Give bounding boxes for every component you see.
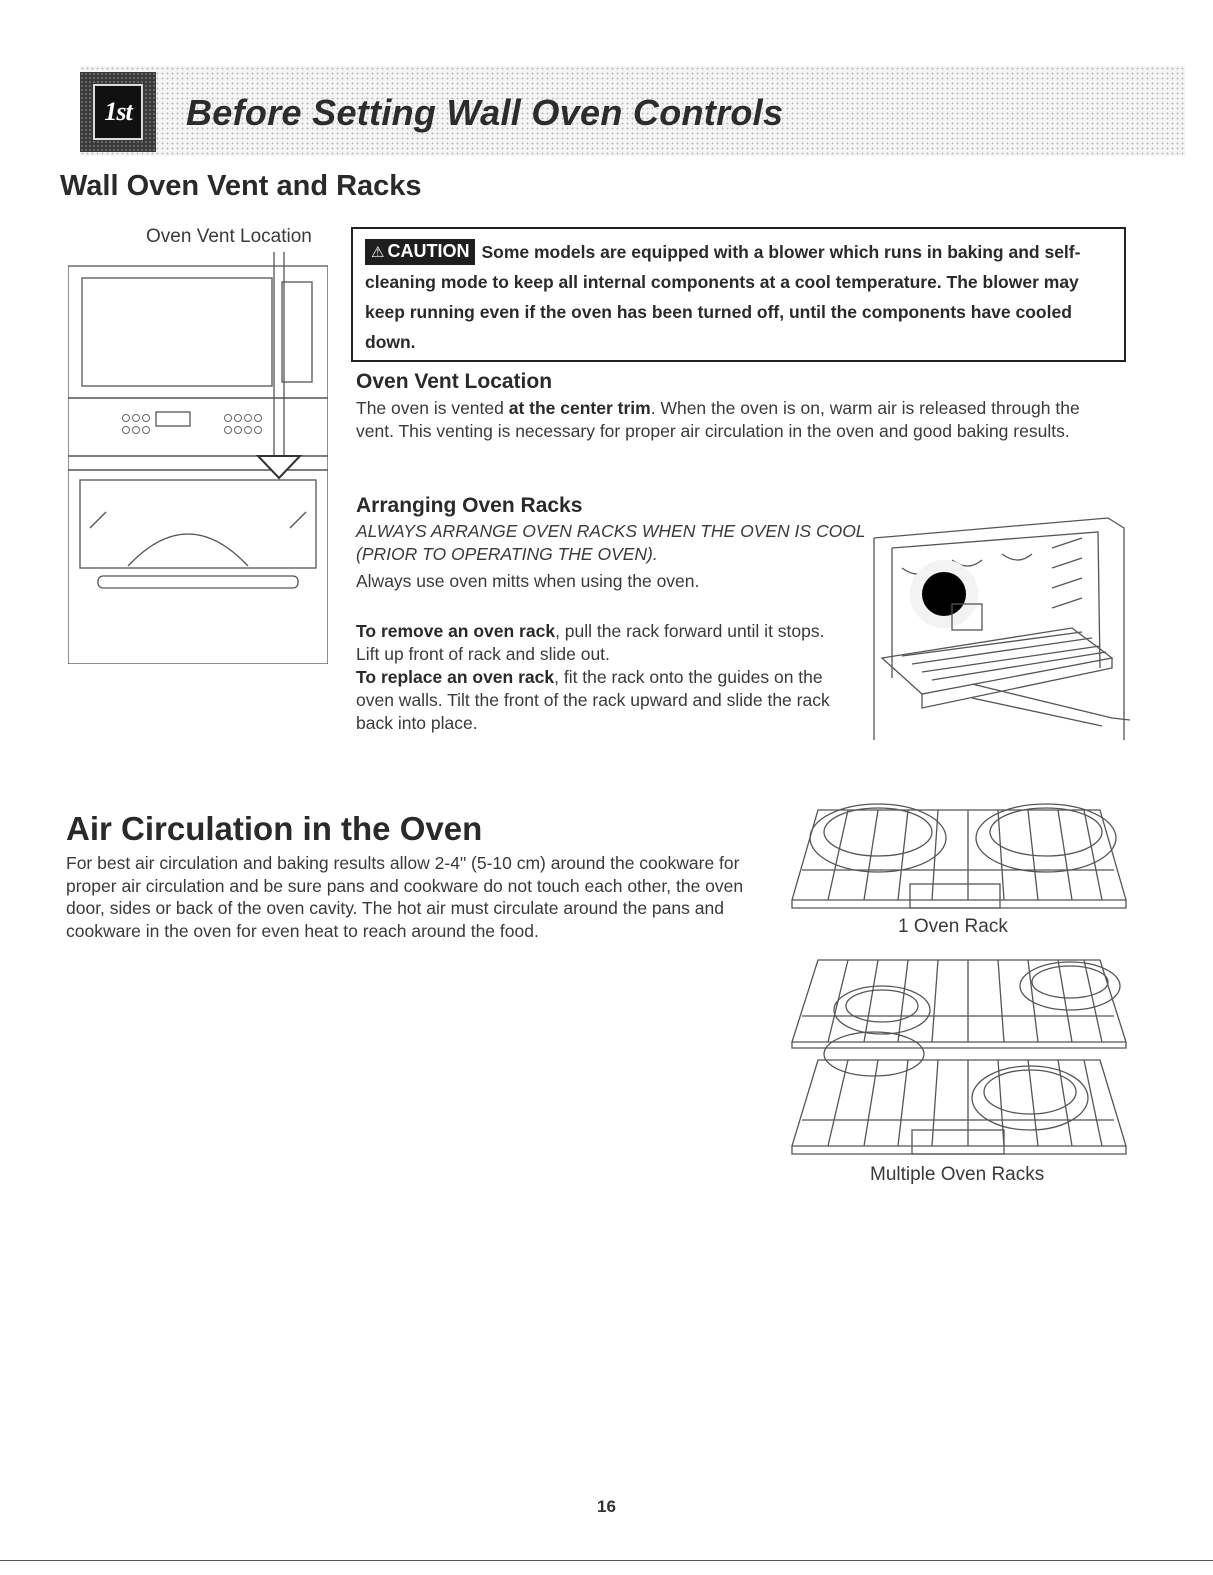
section-title-air-circulation: Air Circulation in the Oven (66, 810, 483, 847)
oven-mitts-text: Always use oven mitts when using the oven. (356, 571, 700, 591)
remove-rack-rest: , pull the rack forward until it stops. Lift up front of rack and slide out. (356, 621, 825, 664)
vent-text-start: The oven is vented (356, 398, 509, 418)
arranging-racks-heading: Arranging Oven Racks (356, 494, 583, 517)
replace-rack-text (356, 666, 851, 735)
oven-vent-figure-caption: Oven Vent Location (146, 226, 312, 247)
replace-rack-rest: , fit the rack onto the guides on the oven walls. Tilt the front of the rack upward and slide the rack back into place. (356, 667, 830, 733)
single-rack-illustration (788, 800, 1130, 916)
first-steps-badge (80, 72, 156, 152)
footer-rule (0, 1560, 1213, 1561)
warning-triangle-icon: ⚠ (371, 244, 385, 261)
remove-rack-text (356, 620, 851, 666)
oven-vent-location-heading: Oven Vent Location (356, 370, 553, 393)
racks-warning-text: ALWAYS ARRANGE OVEN RACKS WHEN THE OVEN IS COOL (PRIOR TO OPERATING THE OVEN). (356, 521, 866, 564)
wall-oven-illustration (68, 252, 328, 664)
oven-vent-location-text (356, 397, 1116, 443)
caution-text: Some models are equipped with a blower which runs in baking and self-cleaning mode to keep all internal components at a cool temperature. The blower may keep running even if the oven has been turned off, until the components have cooled down. (365, 242, 1081, 352)
single-rack-caption: 1 Oven Rack (898, 916, 1008, 937)
caution-box (351, 227, 1126, 362)
oven-interior-rack-illustration (862, 508, 1130, 740)
vent-text-bold: at the center trim (508, 398, 651, 418)
air-circulation-text: For best air circulation and baking results allow 2-4" (5-10 cm) around the cookware for proper air circulation and be sure pans and cookware do not touch each other, the oven door, sides or back of the oven cavity. The hot air must circulate around the pans and cookware in the oven for even heat to reach around the food. (66, 853, 744, 941)
page-number: 16 (597, 1497, 616, 1516)
page-title: Before Setting Wall Oven Controls (186, 92, 784, 133)
remove-rack-bold: To remove an oven rack (356, 621, 556, 641)
caution-label-text: CAUTION (387, 241, 470, 261)
multiple-racks-caption: Multiple Oven Racks (870, 1164, 1045, 1185)
replace-rack-bold: To replace an oven rack (356, 667, 555, 687)
vent-text-end: . When the oven is on, warm air is released through the vent. This venting is necessary for proper air circulation in the oven and good baking results. (356, 398, 1080, 441)
caution-label (365, 239, 475, 265)
badge-label: 1st (93, 84, 143, 140)
multiple-racks-illustration (788, 950, 1130, 1158)
section-title-vent-racks: Wall Oven Vent and Racks (60, 170, 422, 202)
